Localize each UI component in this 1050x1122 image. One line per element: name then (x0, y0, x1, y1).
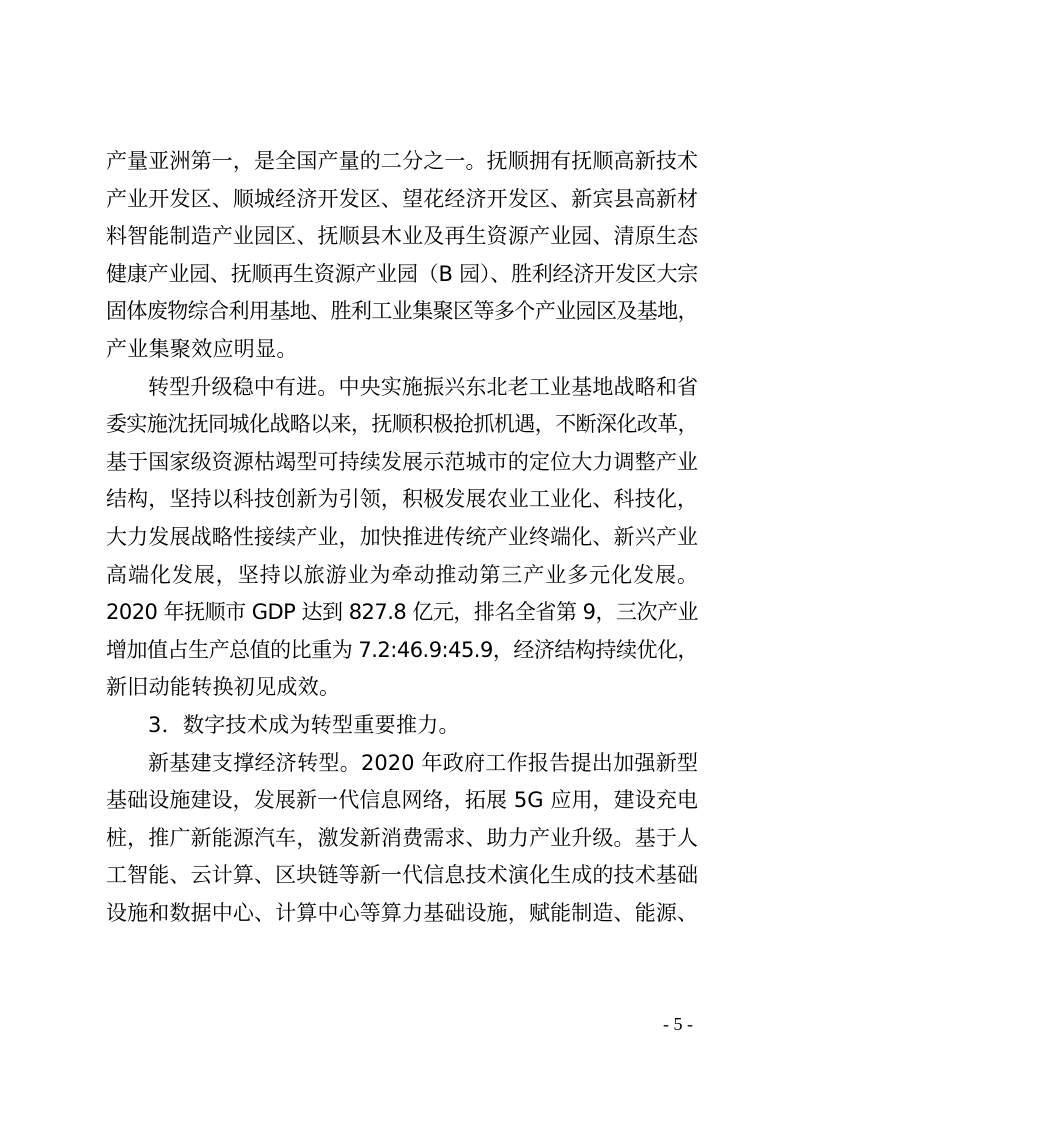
text-line: 产量亚洲第一，是全国产量的二分之一。抚顺拥有抚顺高新技术 (106, 149, 698, 173)
text-line: 2020 年抚顺市 GDP 达到 827.8 亿元，排名全省第 9，三次产业 (106, 600, 698, 625)
page-number: - 5 - (663, 1014, 693, 1034)
section-heading (106, 707, 698, 745)
text-line: 固体废物综合利用基地、胜利工业集聚区等多个产业园区及基地， (106, 299, 698, 324)
paragraph-transformation (106, 369, 698, 670)
text-line: 结构，坚持以科技创新为引领，积极发展农业工业化、科技化， (106, 487, 698, 512)
paragraph-new-infrastructure (106, 745, 698, 933)
text-line: 大力发展战略性接续产业，加快推进传统产业终端化、新兴产业 (106, 524, 698, 549)
paragraph-industrial-parks (106, 143, 698, 331)
text-line: 产业开发区、顺城经济开发区、望花经济开发区、新宾县高新材 (106, 186, 698, 211)
paragraph-transformation-end (106, 669, 698, 707)
text-line: 基础设施建设，发展新一代信息网络，拓展 5G 应用，建设充电 (106, 788, 698, 813)
text-line: 料智能制造产业园区、抚顺县木业及再生资源产业园、清原生态 (106, 224, 698, 249)
text-line: 委实施沈抚同城化战略以来，抚顺积极抢抓机遇，不断深化改革， (106, 412, 698, 437)
text-line: 增加值占生产总值的比重为 7.2:46.9:45.9，经济结构持续优化， (106, 637, 698, 662)
body-text (106, 143, 698, 932)
text-line: 产业集聚效应明显。 (106, 336, 298, 361)
text-line: 转型升级稳中有进。中央实施振兴东北老工业基地战略和省 (148, 374, 698, 399)
heading-text: 3．数字技术成为转型重要推力。 (148, 712, 460, 737)
text-line: 高端化发展，坚持以旅游业为牵动推动第三产业多元化发展。 (106, 562, 698, 587)
text-line: 工智能、云计算、区块链等新一代信息技术演化生成的技术基础 (106, 863, 698, 888)
text-line: 新旧动能转换初见成效。 (106, 675, 341, 700)
text-line: 设施和数据中心、计算中心等算力基础设施，赋能制造、能源、 (106, 900, 698, 925)
text-line: 新基建支撑经济转型。2020 年政府工作报告提出加强新型 (148, 750, 698, 775)
paragraph-industrial-parks-end (106, 331, 698, 369)
text-line: 桩，推广新能源汽车，激发新消费需求、助力产业升级。基于人 (106, 825, 698, 850)
text-line: 基于国家级资源枯竭型可持续发展示范城市的定位大力调整产业 (106, 449, 698, 474)
text-line: 健康产业园、抚顺再生资源产业园（B 园）、胜利经济开发区大宗 (106, 261, 698, 286)
